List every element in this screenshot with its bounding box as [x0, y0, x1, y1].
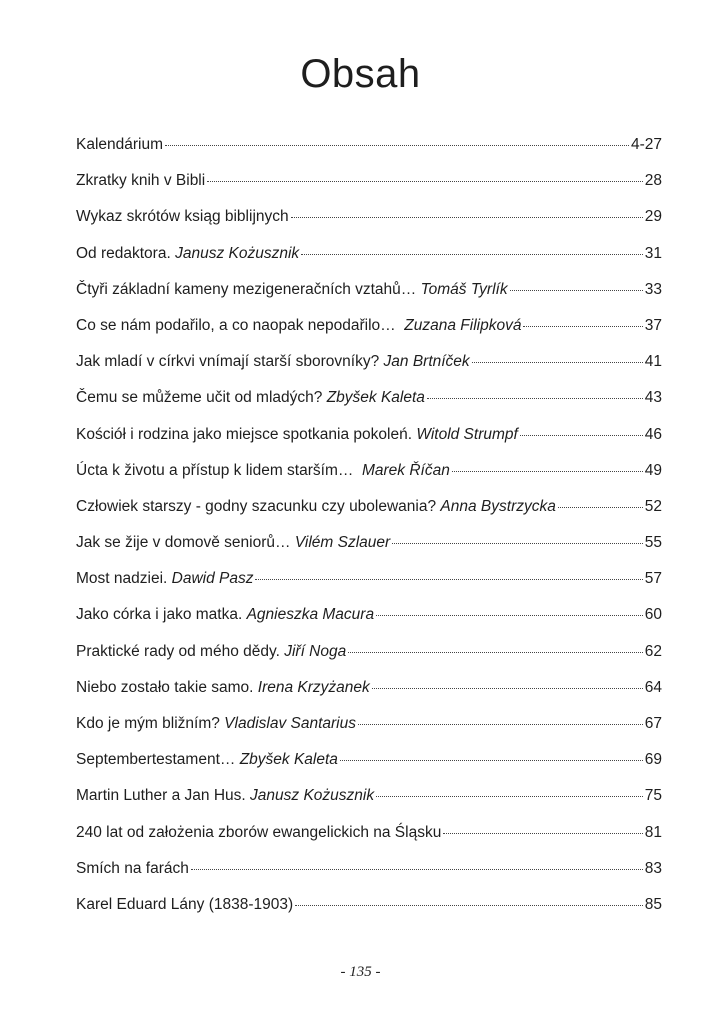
toc-entry-title: Człowiek starszy - godny szacunku czy ubolewania? [76, 497, 441, 515]
toc-entry-label [76, 173, 205, 189]
toc-entry-label [76, 246, 299, 262]
toc-entry [76, 354, 662, 390]
toc-entry-label [76, 390, 425, 406]
toc-entry-label [76, 861, 189, 877]
toc-entry-author: Tomáš Tyrlík [420, 280, 508, 298]
toc-entry-page: 37 [644, 316, 662, 334]
toc-entry [76, 861, 662, 897]
toc-entry-title: Smích na farách [76, 859, 189, 877]
toc-entry [76, 825, 662, 861]
toc-entry [76, 390, 662, 426]
toc-entry [76, 499, 662, 535]
toc-entry [76, 209, 662, 245]
toc-entry-label [76, 318, 521, 334]
toc-entry [76, 246, 662, 282]
toc-entry-author: Jiří Noga [284, 642, 347, 660]
toc-entry-title: Co se nám podařilo, a co naopak nepodařilo… [76, 316, 405, 334]
toc-entry-label [76, 571, 253, 587]
toc-entry-label [76, 463, 450, 479]
toc-entry-page: 67 [644, 715, 662, 732]
dot-leader [558, 507, 643, 508]
toc-entry-title: Wykaz skrótów ksiąg biblijnych [76, 208, 289, 226]
toc-entry-label [76, 607, 374, 623]
toc-entry-label [76, 137, 163, 153]
toc-entry [76, 318, 662, 354]
dot-leader [472, 362, 643, 363]
dot-leader [358, 724, 643, 725]
toc-entry-label [76, 716, 356, 732]
dot-leader [348, 652, 643, 653]
toc-entry-label [76, 427, 518, 443]
toc-entry [76, 282, 662, 318]
toc-entry-label [76, 788, 374, 804]
dot-leader [523, 326, 642, 327]
dot-leader [427, 398, 643, 399]
toc-entry-author: Irena Krzyżanek [257, 678, 370, 696]
toc-entry-page: 29 [644, 208, 662, 226]
toc-entry-title: 240 lat od założenia zborów ewangelickich na Śląsku [76, 823, 442, 841]
toc-entry-author: Janusz Kożusznik [175, 244, 300, 262]
toc-entry-label [76, 825, 441, 841]
toc-entry-title: Karel Eduard Lány (1838-1903) [76, 895, 294, 913]
dot-leader [520, 435, 643, 436]
toc-entry-title: Most nadziei. [76, 570, 172, 588]
toc-entry-author: Zuzana Filipková [404, 316, 522, 334]
toc-entry-page: 43 [644, 389, 662, 407]
toc-entry-label [76, 897, 293, 913]
toc-entry-label [76, 282, 508, 298]
toc-entry [76, 571, 662, 607]
dot-leader [392, 543, 643, 544]
toc-entry-label [76, 499, 556, 515]
toc-entry [76, 137, 662, 173]
toc-entry-title: Kościół i rodzina jako miejsce spotkania pokoleń. [76, 425, 417, 443]
toc-entry-page: 52 [644, 497, 662, 515]
toc-entry-title: Čemu se můžeme učit od mladých? [76, 389, 327, 407]
dot-leader [376, 615, 643, 616]
toc-entry-page: 28 [644, 172, 662, 190]
toc-entry-author: Vladislav Santarius [224, 715, 356, 732]
dot-leader [301, 254, 643, 255]
toc-entry-title: Čtyři základní kameny mezigeneračních vztahů… [76, 280, 421, 298]
toc-entry-page: 41 [644, 353, 662, 371]
toc-entry-page: 55 [644, 534, 662, 552]
page-title: Obsah [300, 52, 421, 96]
table-of-contents [76, 137, 662, 933]
toc-entry-page: 64 [644, 678, 662, 696]
toc-entry-label [76, 209, 289, 225]
toc-entry [76, 897, 662, 933]
toc-entry-page: 57 [644, 570, 662, 588]
page-number: - 135 - [340, 964, 381, 980]
toc-entry-page: 83 [644, 859, 662, 877]
dot-leader [165, 145, 629, 146]
toc-entry-page: 4-27 [630, 136, 662, 153]
toc-entry-author: Jan Brtníček [383, 353, 470, 371]
toc-entry-title: Praktické rady od mého dědy. [76, 642, 285, 660]
dot-leader [340, 760, 643, 761]
dot-leader [452, 471, 643, 472]
toc-entry [76, 535, 662, 571]
toc-entry [76, 644, 662, 680]
toc-entry-author: Dawid Pasz [171, 570, 254, 588]
toc-entry [76, 173, 662, 209]
toc-entry-page: 33 [644, 280, 662, 298]
toc-entry [76, 427, 662, 463]
toc-entry [76, 788, 662, 824]
dot-leader [255, 579, 642, 580]
toc-entry-title: Niebo zostało takie samo. [76, 678, 258, 696]
toc-entry-title: Septembertestament… [76, 751, 240, 769]
toc-entry-author: Zbyšek Kaleta [239, 751, 338, 769]
toc-entry-label [76, 354, 470, 370]
dot-leader [510, 290, 643, 291]
toc-entry-page: 85 [644, 895, 662, 913]
toc-entry-author: Zbyšek Kaleta [326, 389, 425, 407]
dot-leader [372, 688, 643, 689]
toc-entry-label [76, 535, 390, 551]
toc-entry-title: Jako córka i jako matka. [76, 606, 247, 624]
toc-entry-page: 81 [644, 823, 662, 841]
toc-entry-page: 75 [644, 787, 662, 805]
toc-entry [76, 463, 662, 499]
toc-entry-title: Zkratky knih v Bibli [76, 172, 206, 190]
toc-entry-page: 69 [644, 751, 662, 769]
toc-entry-title: Jak se žije v domově seniorů… [76, 534, 295, 552]
toc-entry-author: Agnieszka Macura [246, 606, 375, 624]
toc-entry-author: Vilém Szlauer [294, 534, 391, 552]
dot-leader [207, 181, 643, 182]
toc-entry-author: Witold Strumpf [416, 425, 518, 443]
toc-entry [76, 752, 662, 788]
toc-entry-title: Jak mladí v církvi vnímají starší sborovníky? [76, 353, 384, 371]
toc-entry-title: Kdo je mým bližním? [76, 715, 225, 732]
dot-leader [443, 833, 642, 834]
toc-entry-page: 62 [644, 642, 662, 660]
dot-leader [376, 796, 643, 797]
toc-entry-author: Janusz Kożusznik [250, 787, 375, 805]
toc-entry-label [76, 644, 346, 660]
toc-entry-title: Martin Luther a Jan Hus. [76, 787, 251, 805]
toc-entry-title: Úcta k životu a přístup k lidem starším… [76, 461, 362, 479]
toc-entry-page: 31 [644, 244, 662, 262]
dot-leader [295, 905, 643, 906]
toc-entry-author: Anna Bystrzycka [440, 497, 556, 515]
dot-leader [291, 217, 643, 218]
toc-entry-title: Kalendárium [76, 136, 164, 153]
toc-entry-page: 49 [644, 461, 662, 479]
toc-entry-author: Marek Říčan [361, 461, 450, 479]
toc-entry-label [76, 752, 338, 768]
toc-entry [76, 716, 662, 752]
toc-entry [76, 680, 662, 716]
dot-leader [191, 869, 643, 870]
toc-entry-title: Od redaktora. [76, 244, 176, 262]
toc-entry-page: 60 [644, 606, 662, 624]
toc-entry-page: 46 [644, 425, 662, 443]
toc-entry-label [76, 680, 370, 696]
toc-entry [76, 607, 662, 643]
